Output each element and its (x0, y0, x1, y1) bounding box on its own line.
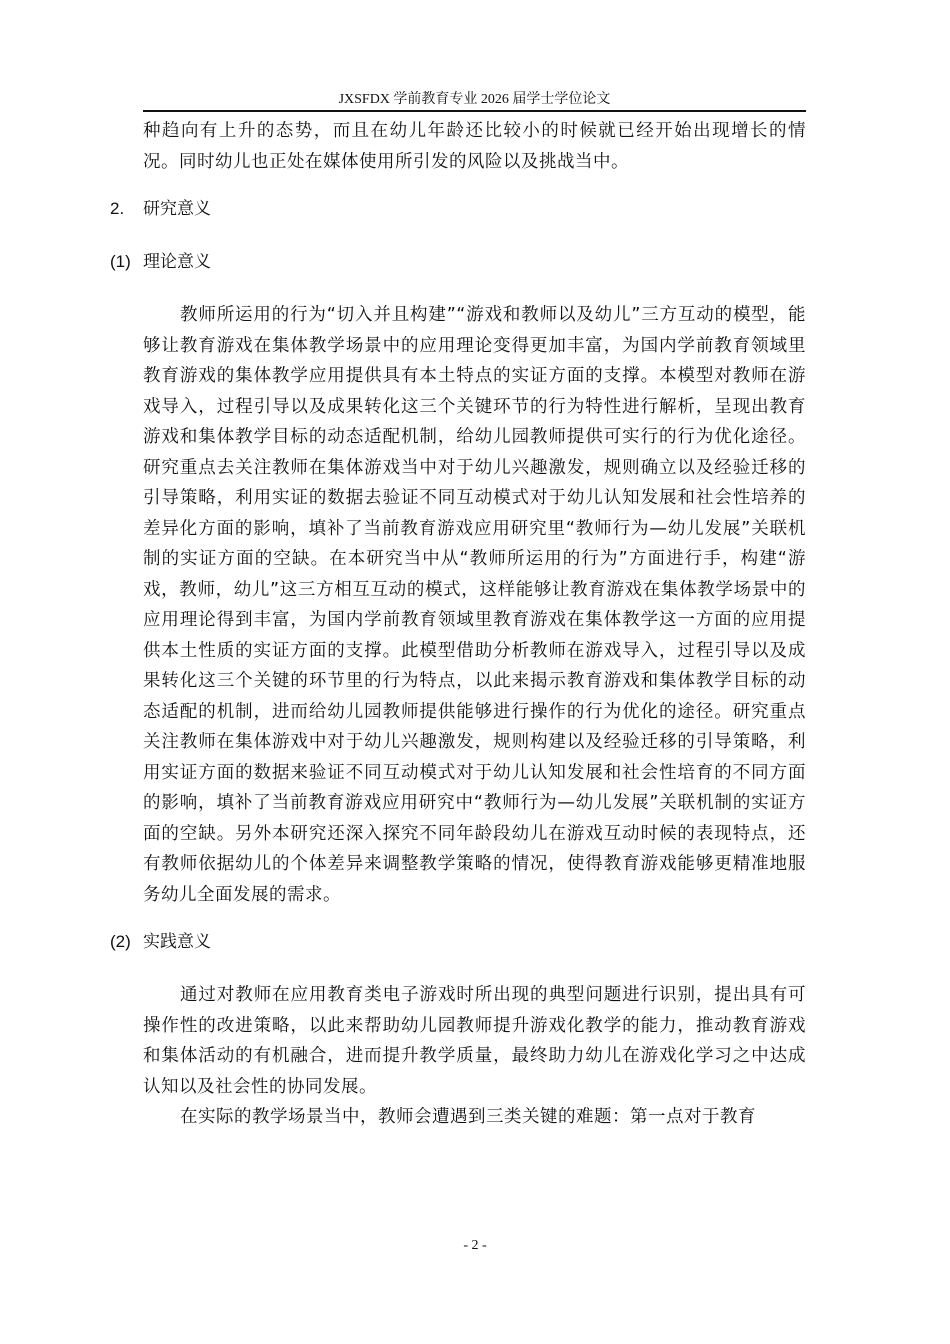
subsection-title: 实践意义 (143, 932, 211, 952)
page-number: - 2 - (463, 1238, 487, 1253)
subsection-title: 理论意义 (143, 252, 211, 272)
subsection-heading-practical (110, 927, 806, 957)
document-body (110, 116, 806, 1133)
practical-paragraph-1: 通过对教师在应用教育类电子游戏时所出现的典型问题进行识别，提出具有可操作性的改进策略，以此来帮助幼儿园教师提升游戏化教学的能力，推动教育游戏和集体活动的有机融合，进而提升教学质量，最终助力幼儿在游戏化学习之中达成认知以及社会性的协同发展。 (143, 985, 806, 1097)
theoretical-paragraph: 教师所运用的行为“切入并且构建”“游戏和教师以及幼儿”三方互动的模型，能够让教育游戏在集体教学场景中的应用理论变得更加丰富，为国内学前教育领域里教育游戏的集体教学应用提供具有本土特点的实证方面的支撑。本模型对教师在游戏导入，过程引导以及成果转化这三个关键环节的行为特性进行解析，呈现出教育游戏和集体教学目标的动态适配机制，给幼儿园教师提供可实行的行为优化途径。研究重点去关注教师在集体游戏当中对于幼儿兴趣激发，规则确立以及经验迁移的引导策略，利用实证的数据去验证不同互动模式对于幼儿认知发展和社会性培养的差异化方面的影响，填补了当前教育游戏应用研究里“教师行为—幼儿发展”关联机制的实证方面的空缺。在本研究当中从“教师所运用的行为”方面进行手，构建“游戏，教师，幼儿”这三方相互互动的模式，这样能够让教育游戏在集体教学场景中的应用理论得到丰富，为国内学前教育领域里教育游戏在集体教学这一方面的应用提供本土性质的实证方面的支撑。此模型借助分析教师在游戏导入，过程引导以及成果转化这三个关键的环节里的行为特点，以此来揭示教育游戏和集体教学目标的动态适配的机制，进而给幼儿园教师提供能够进行操作的行为优化的途径。研究重点关注教师在集体游戏中对于幼儿兴趣激发，规则构建以及经验迁移的引导策略，利用实证方面的数据来验证不同互动模式对于幼儿认知发展和社会性培育的不同方面的影响，填补了当前教育游戏应用研究中“教师行为—幼儿发展”关联机制的实证方面的空缺。另外本研究还深入探究不同年龄段幼儿在游戏互动时候的表现特点，还有教师依据幼儿的个体差异来调整教学策略的情况，使得教育游戏能够更精准地服务幼儿全面发展的需求。 (143, 305, 806, 905)
page-footer (0, 1236, 950, 1256)
page-header (143, 90, 806, 112)
section-heading-research-significance (110, 194, 806, 224)
subsection-heading-theoretical (110, 247, 806, 277)
section-number: 2. (110, 199, 125, 218)
subsection-number: (2) (110, 932, 131, 951)
practical-paragraph-2: 在实际的教学场景当中，教师会遭遇到三类关键的难题：第一点对于教育 (180, 1107, 756, 1127)
intro-paragraph: 种趋向有上升的态势，而且在幼儿年龄还比较小的时候就已经开始出现增长的情况。同时幼儿也正处在媒体使用所引发的风险以及挑战当中。 (143, 121, 806, 172)
subsection-number: (1) (110, 252, 131, 271)
section-title: 研究意义 (143, 199, 211, 219)
header-title: JXSFDX 学前教育专业 2026 届学士学位论文 (338, 92, 611, 107)
